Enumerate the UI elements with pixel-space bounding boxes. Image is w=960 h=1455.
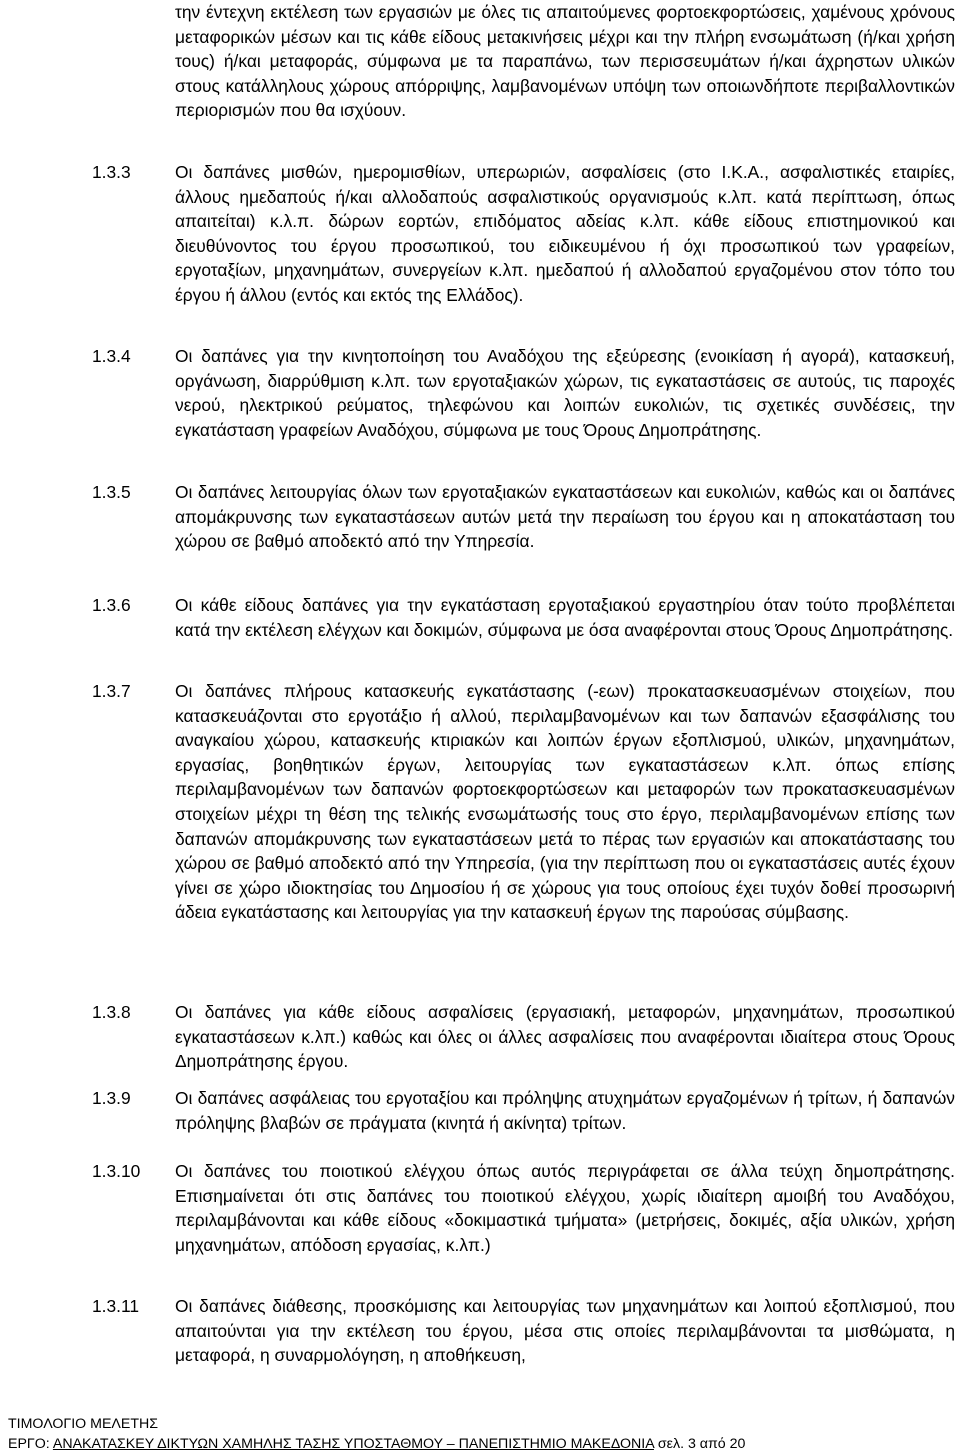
item-text: Οι δαπάνες λειτουργίας όλων των εργοταξιακών εγκαταστάσεων και ευκολιών, καθώς και οι δαπάνες απομάκρυνσης των εγκαταστάσεων αυτών μετά την περαίωση του έργου και η αποκατάσταση του χώρου σε βαθμό αποδεκτό από την Υπηρεσία. (175, 482, 955, 552)
item-text: Οι δαπάνες για την κινητοποίηση του Αναδόχου της εξεύρεσης (ενοικίαση ή αγορά), κατασκευή, οργάνωση, διαρρύθμιση κ.λπ. των εργοταξιακών χώρων, τις εγκαταστάσεις σε αυτούς, τις παροχές νερού, ηλεκτρικού ρεύματος, τηλεφώνου και λοιπών ευκολιών, τις σχετικές συνδέσεις, την εγκατάσταση γραφείων Αναδόχου, σύμφωνα με τους Όρους Δημοπράτησης. (175, 346, 955, 440)
intro-paragraph: την έντεχνη εκτέλεση των εργασιών με όλες τις απαιτούμενες φορτοεκφορτώσεις, χαμένους χρόνους μεταφορικών μέσων και τις κάθε είδους μετακινήσεις μέχρι και την πλήρη ενσωμάτωση (ή/και χρήση τους) ή/και μεταφοράς, σύμφωνα με τα παραπάνω, των περισσευμάτων ή/και άχρηστων υλικών στους κατάλληλους χώρους απόρριψης, λαμβανομένων υπόψη των οποιωνδήποτε περιβαλλοντικών περιορισμών που θα ισχύουν. (175, 2, 955, 121)
item-number: 1.3.7 (92, 681, 131, 701)
page-footer (8, 1414, 953, 1454)
footer-project-title: ΑΝΑΚΑΤΑΣΚΕΥ ΔΙΚΤΥΩΝ ΧΑΜΗΛΗΣ ΤΑΣΗΣ ΥΠΟΣΤΑΘΜΟΥ – ΠΑΝΕΠΙΣΤΗΜΙΟ ΜΑΚΕΔΟΝΙΑ (52, 1436, 654, 1452)
item-text: Οι δαπάνες για κάθε είδους ασφαλίσεις (εργασιακή, μεταφορών, μηχανημάτων, προσωπικού εγκαταστάσεων κ.λπ.) καθώς και όλες οι άλλες ασφαλίσεις που αναφέρονται ιδιαίτερα στους Όρους Δημοπράτησης έργου. (175, 1002, 955, 1072)
item-text: Οι δαπάνες μισθών, ημερομισθίων, υπερωριών, ασφαλίσεις (στο Ι.Κ.Α., ασφαλιστικές εταιρίες, άλλους ημεδαπούς ή/και αλλοδαπούς ασφαλιστικούς οργανισμούς κ.λπ. κατά περίπτωση, όπως απαιτείται) κ.λ.π. δώρων εορτών, επιδόματος αδείας κ.λπ. κάθε είδους επιστημονικού και διευθύνοντος του έργου προσωπικού, του ειδικευμένου ή όχι προσωπικού των γραφείων, εργοταξίων, μηχανημάτων, συνεργείων κ.λπ. ημεδαπού ή αλλοδαπού εργαζομένου στον τόπο του έργου ή άλλου (εντός και εκτός της Ελλάδος). (175, 162, 955, 305)
footer-project-label: ΕΡΓΟ: (8, 1436, 50, 1452)
item-text: Οι κάθε είδους δαπάνες για την εγκατάσταση εργοταξιακού εργαστηρίου όταν τούτο προβλέπεται κατά την εκτέλεση ελέγχων και δοκιμών, σύμφωνα με όσα αναφέρονται στους Όρους Δημοπράτησης. (175, 595, 955, 640)
item-number: 1.3.11 (92, 1296, 140, 1316)
item-text: Οι δαπάνες του ποιοτικού ελέγχου όπως αυτός περιγράφεται σε άλλα τεύχη δημοπράτησης. Επισημαίνεται ότι στις δαπάνες του ποιοτικού ελέγχου, χωρίς ιδιαίτερη αμοιβή του Αναδόχου, περιλαμβάνονται και κάθε είδους «δοκιμαστικά τμήματα» (μετρήσεις, δοκιμές, αξία υλικών, χρήση μηχανημάτων, απόδοση εργασίας, κ.λπ.) (175, 1161, 955, 1255)
footer-title: ΤΙΜΟΛΟΓΙΟ ΜΕΛΕΤΗΣ (8, 1416, 159, 1432)
item-text: Οι δαπάνες πλήρους κατασκευής εγκατάστασης (-εων) προκατασκευασμένων στοιχείων, που κατασκευάζονται στο εργοτάξιο ή αλλού, περιλαμβανομένων και των δαπανών εξασφάλισης του αναγκαίου χώρου, κατασκευής κτιριακών και λοιπών έργων εξοπλισμού, υλικών, μηχανημάτων, εργασίας, βοηθητικών έργων, λειτουργίας των εγκαταστάσεων κ.λπ. όπως επίσης περιλαμβανομένων των δαπανών φορτοεκφορτώσεων και μεταφορών των προκατασκευασμένων στοιχείων μέχρι τη θέση της τελικής ενσωμάτωσής τους στο έργο, περιλαμβανομένων επίσης των δαπανών απομάκρυνσης των εγκαταστάσεων μετά το πέρας των εργασιών και αποκατάστασης του χώρου σε βαθμό αποδεκτό από την Υπηρεσία, (για την περίπτωση που οι εγκαταστάσεις αυτές έχουν γίνει σε χώρο ιδιοκτησίας του Δημοσίου ή σε χώρους για τους οποίους έχει τυχόν δοθεί προσωρινή άδεια εγκατάστασης και λειτουργίας για την κατασκευή έργων της παρούσας σύμβασης. (175, 681, 955, 923)
item-number: 1.3.6 (92, 595, 131, 615)
item-number: 1.3.8 (92, 1002, 131, 1022)
item-number: 1.3.5 (92, 482, 131, 502)
item-number: 1.3.9 (92, 1088, 131, 1108)
item-number: 1.3.10 (92, 1161, 141, 1181)
item-number: 1.3.3 (92, 162, 131, 182)
footer-page-number: σελ. 3 από 20 (657, 1436, 746, 1452)
footer-project-line (8, 1434, 953, 1454)
item-text: Οι δαπάνες ασφάλειας του εργοταξίου και πρόληψης ατυχημάτων εργαζομένων ή τρίτων, ή δαπανών πρόληψης βλαβών σε πράγματα (κινητά ή ακίνητα) τρίτων. (175, 1088, 955, 1133)
item-text: Οι δαπάνες διάθεσης, προσκόμισης και λειτουργίας των μηχανημάτων και λοιπού εξοπλισμού, που απαιτούνται για την εκτέλεση του έργου, μέσα στις οποίες περιλαμβάνονται τα μισθώματα, η μεταφορά, η συναρμολόγηση, η αποθήκευση, (175, 1296, 955, 1366)
item-number: 1.3.4 (92, 346, 131, 366)
